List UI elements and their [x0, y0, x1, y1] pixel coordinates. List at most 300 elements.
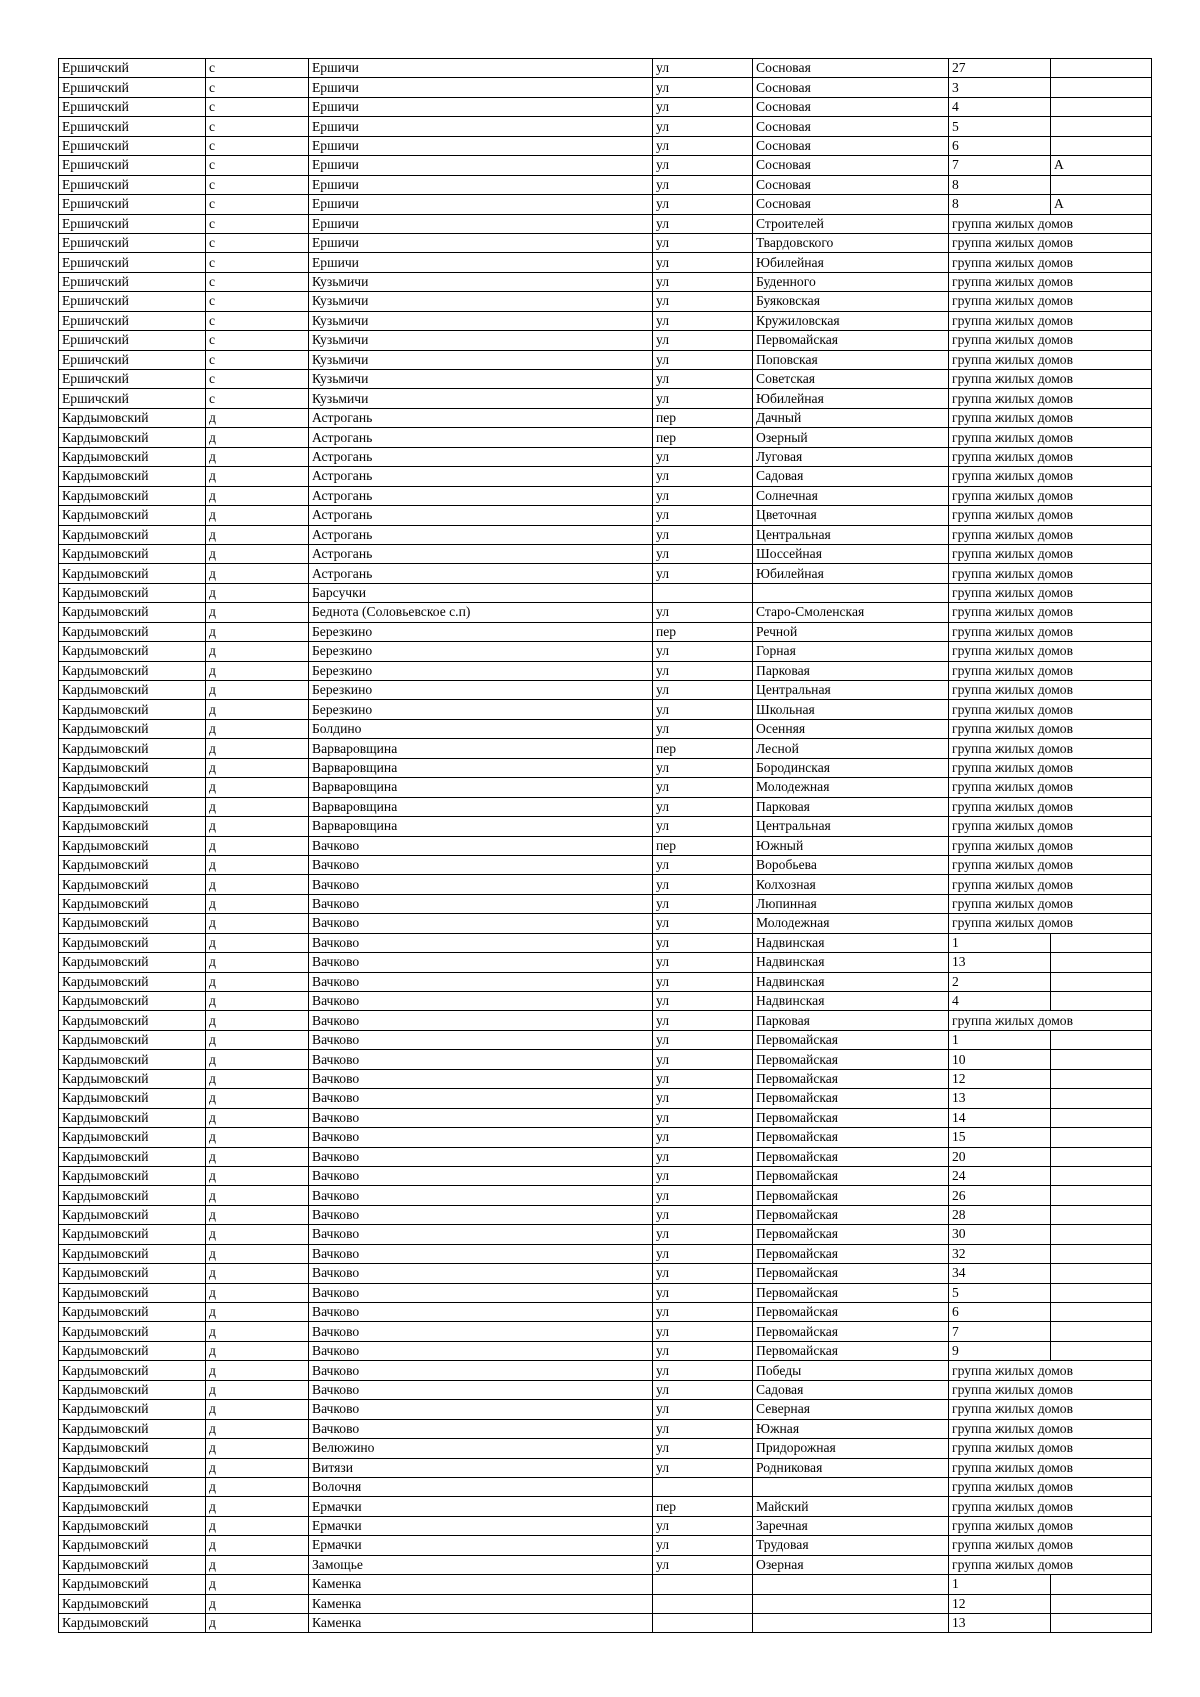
- settlement-type-cell: д: [206, 428, 309, 447]
- table-row: [59, 933, 1152, 952]
- settlement-cell: Кузьмичи: [309, 331, 653, 350]
- house-group-cell: группа жилых домов: [949, 583, 1152, 602]
- house-group-cell: группа жилых домов: [949, 253, 1152, 272]
- street-type-cell: ул: [653, 992, 753, 1011]
- street-cell: Первомайская: [753, 1108, 949, 1127]
- district-cell: Кардымовский: [59, 583, 206, 602]
- table-row: [59, 622, 1152, 641]
- house-cell: 7: [949, 156, 1051, 175]
- settlement-cell: Вачково: [309, 992, 653, 1011]
- street-cell: Буяковская: [753, 292, 949, 311]
- table-row: [59, 1050, 1152, 1069]
- street-type-cell: ул: [653, 1108, 753, 1127]
- district-cell: Кардымовский: [59, 622, 206, 641]
- street-cell: Парковая: [753, 661, 949, 680]
- district-cell: Ершичский: [59, 292, 206, 311]
- street-cell: Шоссейная: [753, 544, 949, 563]
- settlement-type-cell: д: [206, 486, 309, 505]
- street-type-cell: ул: [653, 855, 753, 874]
- table-row: [59, 311, 1152, 330]
- street-cell: Победы: [753, 1361, 949, 1380]
- district-cell: Кардымовский: [59, 1380, 206, 1399]
- house-group-cell: группа жилых домов: [949, 311, 1152, 330]
- street-type-cell: пер: [653, 836, 753, 855]
- settlement-cell: Вачково: [309, 894, 653, 913]
- district-cell: Кардымовский: [59, 700, 206, 719]
- settlement-cell: Астрогань: [309, 544, 653, 563]
- district-cell: Кардымовский: [59, 758, 206, 777]
- street-cell: Горная: [753, 642, 949, 661]
- settlement-type-cell: д: [206, 933, 309, 952]
- settlement-cell: Вачково: [309, 1361, 653, 1380]
- street-type-cell: ул: [653, 156, 753, 175]
- street-cell: Парковая: [753, 1011, 949, 1030]
- street-cell: Первомайская: [753, 1303, 949, 1322]
- table-row: [59, 739, 1152, 758]
- house-group-cell: группа жилых домов: [949, 292, 1152, 311]
- settlement-cell: Березкино: [309, 622, 653, 641]
- house-cell: 20: [949, 1147, 1051, 1166]
- street-cell: Молодежная: [753, 914, 949, 933]
- settlement-cell: Вачково: [309, 836, 653, 855]
- house-group-cell: группа жилых домов: [949, 544, 1152, 563]
- district-cell: Кардымовский: [59, 408, 206, 427]
- district-cell: Ершичский: [59, 311, 206, 330]
- house-cell: 8: [949, 175, 1051, 194]
- street-cell: Первомайская: [753, 1030, 949, 1049]
- house-cell: 5: [949, 117, 1051, 136]
- settlement-type-cell: д: [206, 1283, 309, 1302]
- street-cell: Сосновая: [753, 136, 949, 155]
- table-row: [59, 59, 1152, 78]
- settlement-type-cell: д: [206, 855, 309, 874]
- street-cell: Воробьева: [753, 855, 949, 874]
- street-type-cell: ул: [653, 1361, 753, 1380]
- settlement-cell: Варваровщина: [309, 758, 653, 777]
- street-cell: Родниковая: [753, 1458, 949, 1477]
- street-cell: Озерный: [753, 428, 949, 447]
- table-row: [59, 1341, 1152, 1360]
- settlement-type-cell: с: [206, 78, 309, 97]
- street-cell: Дачный: [753, 408, 949, 427]
- district-cell: Кардымовский: [59, 914, 206, 933]
- street-cell: Лесной: [753, 739, 949, 758]
- settlement-cell: Астрогань: [309, 525, 653, 544]
- district-cell: Кардымовский: [59, 1458, 206, 1477]
- table-row: [59, 894, 1152, 913]
- settlement-type-cell: д: [206, 1458, 309, 1477]
- table-row: [59, 292, 1152, 311]
- street-type-cell: ул: [653, 1322, 753, 1341]
- street-type-cell: ул: [653, 914, 753, 933]
- house-group-cell: группа жилых домов: [949, 719, 1152, 738]
- district-cell: Ершичский: [59, 59, 206, 78]
- house-group-cell: группа жилых домов: [949, 894, 1152, 913]
- settlement-cell: Беднота (Соловьевское с.п): [309, 603, 653, 622]
- street-type-cell: ул: [653, 214, 753, 233]
- settlement-type-cell: д: [206, 914, 309, 933]
- district-cell: Кардымовский: [59, 1108, 206, 1127]
- table-row: [59, 447, 1152, 466]
- settlement-cell: Вачково: [309, 933, 653, 952]
- street-cell: Центральная: [753, 525, 949, 544]
- street-type-cell: ул: [653, 1264, 753, 1283]
- settlement-cell: Астрогань: [309, 564, 653, 583]
- settlement-cell: Березкино: [309, 681, 653, 700]
- settlement-cell: Замощье: [309, 1555, 653, 1574]
- settlement-cell: Вачково: [309, 1264, 653, 1283]
- settlement-type-cell: д: [206, 1147, 309, 1166]
- settlement-type-cell: с: [206, 156, 309, 175]
- building-letter-cell: [1051, 1594, 1152, 1613]
- street-cell: Майский: [753, 1497, 949, 1516]
- table-row: [59, 1439, 1152, 1458]
- settlement-type-cell: д: [206, 506, 309, 525]
- table-body: [59, 59, 1152, 1633]
- street-cell: Центральная: [753, 817, 949, 836]
- street-cell: Первомайская: [753, 1128, 949, 1147]
- street-type-cell: ул: [653, 1186, 753, 1205]
- settlement-type-cell: д: [206, 525, 309, 544]
- street-type-cell: ул: [653, 1516, 753, 1535]
- district-cell: Кардымовский: [59, 972, 206, 991]
- house-cell: 1: [949, 933, 1051, 952]
- house-group-cell: группа жилых домов: [949, 272, 1152, 291]
- settlement-cell: Вачково: [309, 1322, 653, 1341]
- street-cell: Школьная: [753, 700, 949, 719]
- settlement-cell: Вачково: [309, 914, 653, 933]
- table-row: [59, 875, 1152, 894]
- house-group-cell: группа жилых домов: [949, 428, 1152, 447]
- street-cell: Колхозная: [753, 875, 949, 894]
- street-type-cell: ул: [653, 1166, 753, 1185]
- district-cell: Кардымовский: [59, 933, 206, 952]
- settlement-type-cell: д: [206, 739, 309, 758]
- street-type-cell: ул: [653, 1400, 753, 1419]
- settlement-type-cell: с: [206, 370, 309, 389]
- building-letter-cell: [1051, 992, 1152, 1011]
- table-row: [59, 681, 1152, 700]
- table-row: [59, 1011, 1152, 1030]
- settlement-type-cell: д: [206, 1244, 309, 1263]
- settlement-cell: Ершичи: [309, 97, 653, 116]
- street-type-cell: ул: [653, 1205, 753, 1224]
- building-letter-cell: [1051, 1205, 1152, 1224]
- district-cell: Ершичский: [59, 389, 206, 408]
- settlement-type-cell: с: [206, 389, 309, 408]
- settlement-type-cell: д: [206, 817, 309, 836]
- house-cell: 13: [949, 953, 1051, 972]
- settlement-cell: Варваровщина: [309, 797, 653, 816]
- table-row: [59, 661, 1152, 680]
- table-row: [59, 855, 1152, 874]
- table-row: [59, 486, 1152, 505]
- settlement-cell: Астрогань: [309, 506, 653, 525]
- district-cell: Кардымовский: [59, 1050, 206, 1069]
- house-cell: 5: [949, 1283, 1051, 1302]
- street-cell: Первомайская: [753, 1322, 949, 1341]
- street-cell: Сосновая: [753, 59, 949, 78]
- street-type-cell: ул: [653, 136, 753, 155]
- table-row: [59, 1477, 1152, 1496]
- building-letter-cell: [1051, 1322, 1152, 1341]
- street-cell: Юбилейная: [753, 564, 949, 583]
- street-type-cell: ул: [653, 1536, 753, 1555]
- settlement-type-cell: д: [206, 836, 309, 855]
- district-cell: Кардымовский: [59, 1477, 206, 1496]
- district-cell: Ершичский: [59, 156, 206, 175]
- building-letter-cell: [1051, 1341, 1152, 1360]
- street-cell: Сосновая: [753, 117, 949, 136]
- house-cell: 26: [949, 1186, 1051, 1205]
- table-row: [59, 1225, 1152, 1244]
- district-cell: Кардымовский: [59, 1011, 206, 1030]
- settlement-cell: Варваровщина: [309, 817, 653, 836]
- settlement-type-cell: с: [206, 350, 309, 369]
- table-row: [59, 778, 1152, 797]
- house-group-cell: группа жилых домов: [949, 1536, 1152, 1555]
- table-row: [59, 1555, 1152, 1574]
- settlement-cell: Вачково: [309, 953, 653, 972]
- district-cell: Кардымовский: [59, 1225, 206, 1244]
- table-row: [59, 97, 1152, 116]
- table-row: [59, 1536, 1152, 1555]
- street-cell: Бородинская: [753, 758, 949, 777]
- street-cell: Придорожная: [753, 1439, 949, 1458]
- settlement-cell: Велюжино: [309, 1439, 653, 1458]
- building-letter-cell: [1051, 1575, 1152, 1594]
- street-cell: Южная: [753, 1419, 949, 1438]
- house-group-cell: группа жилых домов: [949, 1380, 1152, 1399]
- street-type-cell: ул: [653, 817, 753, 836]
- table-row: [59, 233, 1152, 252]
- street-cell: Северная: [753, 1400, 949, 1419]
- district-cell: Ершичский: [59, 272, 206, 291]
- settlement-type-cell: д: [206, 1575, 309, 1594]
- settlement-type-cell: д: [206, 1400, 309, 1419]
- settlement-type-cell: д: [206, 1322, 309, 1341]
- house-group-cell: группа жилых домов: [949, 797, 1152, 816]
- street-cell: [753, 1594, 949, 1613]
- settlement-type-cell: д: [206, 1303, 309, 1322]
- table-row: [59, 1594, 1152, 1613]
- settlement-cell: Ершичи: [309, 233, 653, 252]
- street-cell: [753, 1614, 949, 1633]
- table-row: [59, 506, 1152, 525]
- street-cell: Советская: [753, 370, 949, 389]
- table-row: [59, 1030, 1152, 1049]
- table-row: [59, 1614, 1152, 1633]
- settlement-type-cell: с: [206, 97, 309, 116]
- building-letter-cell: [1051, 1089, 1152, 1108]
- district-cell: Кардымовский: [59, 1341, 206, 1360]
- settlement-type-cell: д: [206, 1516, 309, 1535]
- district-cell: Кардымовский: [59, 486, 206, 505]
- street-type-cell: ул: [653, 78, 753, 97]
- district-cell: Ершичский: [59, 97, 206, 116]
- house-cell: 6: [949, 136, 1051, 155]
- house-group-cell: группа жилых домов: [949, 1400, 1152, 1419]
- district-cell: Ершичский: [59, 175, 206, 194]
- building-letter-cell: [1051, 1244, 1152, 1263]
- table-row: [59, 1575, 1152, 1594]
- district-cell: Кардымовский: [59, 894, 206, 913]
- table-row: [59, 1128, 1152, 1147]
- settlement-cell: Вачково: [309, 1069, 653, 1088]
- street-cell: Садовая: [753, 1380, 949, 1399]
- settlement-cell: Вачково: [309, 1128, 653, 1147]
- house-group-cell: группа жилых домов: [949, 1011, 1152, 1030]
- settlement-cell: Вачково: [309, 1283, 653, 1302]
- house-group-cell: группа жилых домов: [949, 642, 1152, 661]
- settlement-type-cell: д: [206, 1477, 309, 1496]
- building-letter-cell: [1051, 1186, 1152, 1205]
- street-cell: Южный: [753, 836, 949, 855]
- settlement-type-cell: с: [206, 175, 309, 194]
- district-cell: Кардымовский: [59, 1497, 206, 1516]
- building-letter-cell: [1051, 1108, 1152, 1127]
- settlement-type-cell: д: [206, 953, 309, 972]
- settlement-cell: Астрогань: [309, 428, 653, 447]
- settlement-type-cell: д: [206, 1439, 309, 1458]
- street-cell: Сосновая: [753, 156, 949, 175]
- district-cell: Ершичский: [59, 233, 206, 252]
- district-cell: Ершичский: [59, 331, 206, 350]
- settlement-cell: Астрогань: [309, 408, 653, 427]
- street-cell: Сосновая: [753, 175, 949, 194]
- street-type-cell: [653, 1477, 753, 1496]
- street-type-cell: ул: [653, 1225, 753, 1244]
- table-row: [59, 1419, 1152, 1438]
- table-row: [59, 817, 1152, 836]
- settlement-type-cell: д: [206, 1341, 309, 1360]
- house-group-cell: группа жилых домов: [949, 331, 1152, 350]
- house-cell: 6: [949, 1303, 1051, 1322]
- settlement-type-cell: д: [206, 1419, 309, 1438]
- district-cell: Кардымовский: [59, 564, 206, 583]
- settlement-cell: Ершичи: [309, 59, 653, 78]
- district-cell: Ершичский: [59, 78, 206, 97]
- table-row: [59, 1205, 1152, 1224]
- street-cell: Строителей: [753, 214, 949, 233]
- house-group-cell: группа жилых домов: [949, 681, 1152, 700]
- settlement-type-cell: д: [206, 1030, 309, 1049]
- house-cell: 1: [949, 1030, 1051, 1049]
- building-letter-cell: [1051, 1069, 1152, 1088]
- street-cell: Первомайская: [753, 1244, 949, 1263]
- street-type-cell: ул: [653, 1030, 753, 1049]
- district-cell: Кардымовский: [59, 1089, 206, 1108]
- settlement-type-cell: с: [206, 214, 309, 233]
- street-type-cell: [653, 1614, 753, 1633]
- street-type-cell: ул: [653, 175, 753, 194]
- district-cell: Кардымовский: [59, 1555, 206, 1574]
- settlement-cell: Вачково: [309, 1205, 653, 1224]
- district-cell: Кардымовский: [59, 1439, 206, 1458]
- house-cell: 34: [949, 1264, 1051, 1283]
- street-type-cell: ул: [653, 1283, 753, 1302]
- table-row: [59, 1147, 1152, 1166]
- street-type-cell: ул: [653, 1341, 753, 1360]
- table-row: [59, 1497, 1152, 1516]
- street-cell: Первомайская: [753, 1205, 949, 1224]
- house-group-cell: группа жилых домов: [949, 233, 1152, 252]
- house-group-cell: группа жилых домов: [949, 214, 1152, 233]
- house-cell: 4: [949, 992, 1051, 1011]
- street-cell: Надвинская: [753, 972, 949, 991]
- house-group-cell: группа жилых домов: [949, 389, 1152, 408]
- house-group-cell: группа жилых домов: [949, 1361, 1152, 1380]
- district-cell: Кардымовский: [59, 1400, 206, 1419]
- table-row: [59, 758, 1152, 777]
- settlement-cell: Вачково: [309, 1400, 653, 1419]
- district-cell: Кардымовский: [59, 778, 206, 797]
- street-type-cell: ул: [653, 1128, 753, 1147]
- table-row: [59, 1166, 1152, 1185]
- street-cell: Поповская: [753, 350, 949, 369]
- settlement-cell: Волочня: [309, 1477, 653, 1496]
- table-row: [59, 389, 1152, 408]
- settlement-type-cell: д: [206, 1264, 309, 1283]
- building-letter-cell: [1051, 175, 1152, 194]
- street-type-cell: ул: [653, 1380, 753, 1399]
- settlement-cell: Вачково: [309, 1244, 653, 1263]
- settlement-cell: Болдино: [309, 719, 653, 738]
- street-type-cell: ул: [653, 1089, 753, 1108]
- settlement-cell: Вачково: [309, 855, 653, 874]
- street-type-cell: ул: [653, 719, 753, 738]
- settlement-type-cell: д: [206, 1380, 309, 1399]
- building-letter-cell: [1051, 972, 1152, 991]
- settlement-type-cell: с: [206, 253, 309, 272]
- building-letter-cell: [1051, 1166, 1152, 1185]
- settlement-cell: Вачково: [309, 972, 653, 991]
- settlement-cell: Вачково: [309, 1303, 653, 1322]
- house-cell: 13: [949, 1614, 1051, 1633]
- settlement-cell: Ермачки: [309, 1536, 653, 1555]
- building-letter-cell: [1051, 136, 1152, 155]
- district-cell: Кардымовский: [59, 739, 206, 758]
- district-cell: Кардымовский: [59, 642, 206, 661]
- street-cell: Первомайская: [753, 1069, 949, 1088]
- settlement-cell: Вачково: [309, 1380, 653, 1399]
- settlement-type-cell: д: [206, 1011, 309, 1030]
- street-type-cell: ул: [653, 506, 753, 525]
- district-cell: Кардымовский: [59, 1516, 206, 1535]
- table-row: [59, 700, 1152, 719]
- settlement-cell: Каменка: [309, 1614, 653, 1633]
- street-type-cell: пер: [653, 428, 753, 447]
- street-type-cell: ул: [653, 1011, 753, 1030]
- table-row: [59, 136, 1152, 155]
- street-type-cell: ул: [653, 875, 753, 894]
- table-row: [59, 272, 1152, 291]
- table-row: [59, 195, 1152, 214]
- street-type-cell: ул: [653, 778, 753, 797]
- street-type-cell: [653, 583, 753, 602]
- building-letter-cell: [1051, 1614, 1152, 1633]
- table-row: [59, 1089, 1152, 1108]
- street-type-cell: [653, 1594, 753, 1613]
- settlement-cell: Каменка: [309, 1575, 653, 1594]
- street-cell: Парковая: [753, 797, 949, 816]
- table-row: [59, 1400, 1152, 1419]
- settlement-type-cell: д: [206, 1361, 309, 1380]
- house-cell: 12: [949, 1594, 1051, 1613]
- street-type-cell: ул: [653, 661, 753, 680]
- settlement-cell: Кузьмичи: [309, 311, 653, 330]
- settlement-type-cell: д: [206, 642, 309, 661]
